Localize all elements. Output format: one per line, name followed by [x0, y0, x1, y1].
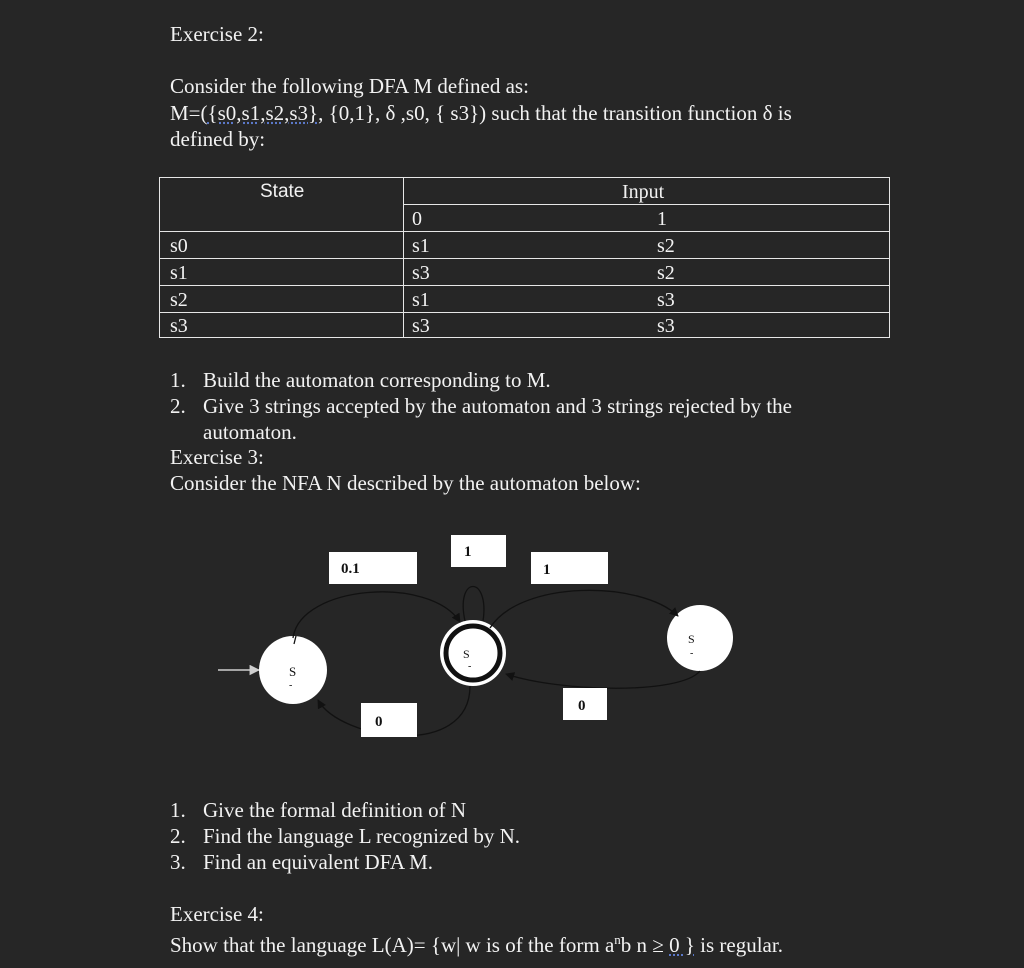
label-box-0-bottom	[361, 703, 417, 737]
question-text-continued: automaton.	[203, 420, 297, 444]
exercise3-intro: Consider the NFA N described by the automaton below:	[170, 471, 641, 495]
edge-label-0-right: 0	[578, 698, 586, 714]
row-state: s1	[170, 262, 188, 284]
state-middle	[440, 620, 506, 686]
row-on1: s2	[657, 235, 675, 257]
state-middle-subscript: -	[468, 661, 472, 672]
label-box-1-top	[451, 535, 506, 567]
question-number: 1.	[170, 368, 186, 392]
exercise4-dotted: 0 }	[669, 933, 695, 957]
question-text: Build the automaton corresponding to M.	[203, 368, 551, 392]
row-state: s0	[170, 235, 188, 257]
exercise4-prefix: Show that the language L(A)= {w| w is of the form a	[170, 933, 615, 957]
exercise4-title: Exercise 4:	[170, 902, 264, 926]
question-number: 2.	[170, 394, 186, 418]
dfa-def-prefix: M=(	[170, 101, 208, 125]
exercise2-intro: Consider the following DFA M defined as:	[170, 74, 529, 98]
input-header: Input	[622, 181, 665, 203]
row-on1: s3	[657, 315, 675, 337]
state-header: State	[260, 181, 305, 202]
label-box-1-right	[531, 552, 608, 584]
exercise3-title: Exercise 3:	[170, 445, 264, 469]
question-text: Give the formal definition of N	[203, 798, 467, 822]
row-on0: s1	[412, 289, 430, 311]
edge-label-0-bottom: 0	[375, 714, 383, 730]
state-right-subscript: -	[690, 648, 694, 659]
row-on1: s2	[657, 262, 675, 284]
label-box-01	[329, 552, 417, 584]
dfa-definition-end: defined by:	[170, 127, 266, 151]
question-text: Find the language L recognized by N.	[203, 824, 521, 848]
question-text: Find an equivalent DFA M.	[203, 850, 434, 874]
edge-self-loop	[463, 587, 484, 622]
edge-middle-to-right	[490, 590, 678, 628]
edge-label-1-right: 1	[543, 562, 551, 578]
question-number: 3.	[170, 850, 186, 874]
row-state: s2	[170, 289, 188, 311]
state-middle-label: S	[463, 647, 470, 661]
edge-label-01: 0.1	[341, 561, 360, 577]
edge-left-to-middle	[293, 592, 460, 638]
question-number: 2.	[170, 824, 186, 848]
row-on1: s3	[657, 289, 675, 311]
state-left-label: S	[289, 664, 297, 679]
exercise4-statement	[170, 927, 783, 958]
input-col-1: 1	[657, 208, 667, 230]
dfa-def-rest: , {0,1}, δ ,s0, { s3}) such that the transition function δ is	[318, 101, 792, 125]
edge-right-to-middle	[506, 671, 700, 688]
question-number: 1.	[170, 798, 186, 822]
question-text: Give 3 strings accepted by the automaton and 3 strings rejected by the	[203, 394, 792, 418]
row-on0: s3	[412, 315, 430, 337]
exercise2-title: Exercise 2:	[170, 22, 264, 46]
exercise4-mid: b n ≥	[620, 933, 670, 957]
row-on0: s3	[412, 262, 430, 284]
row-on0: s1	[412, 235, 430, 257]
dfa-def-states: {s0,s1,s2,s3}	[207, 101, 319, 125]
state-left-subscript: -	[289, 680, 293, 691]
row-state: s3	[170, 315, 188, 337]
state-right-label: S	[688, 632, 695, 646]
edge-label-1-top: 1	[464, 544, 472, 560]
exercise4-suffix: is regular.	[694, 933, 783, 957]
input-col-0: 0	[412, 208, 422, 230]
label-box-0-right	[563, 688, 607, 720]
exercise4-superscript: n	[614, 932, 621, 947]
